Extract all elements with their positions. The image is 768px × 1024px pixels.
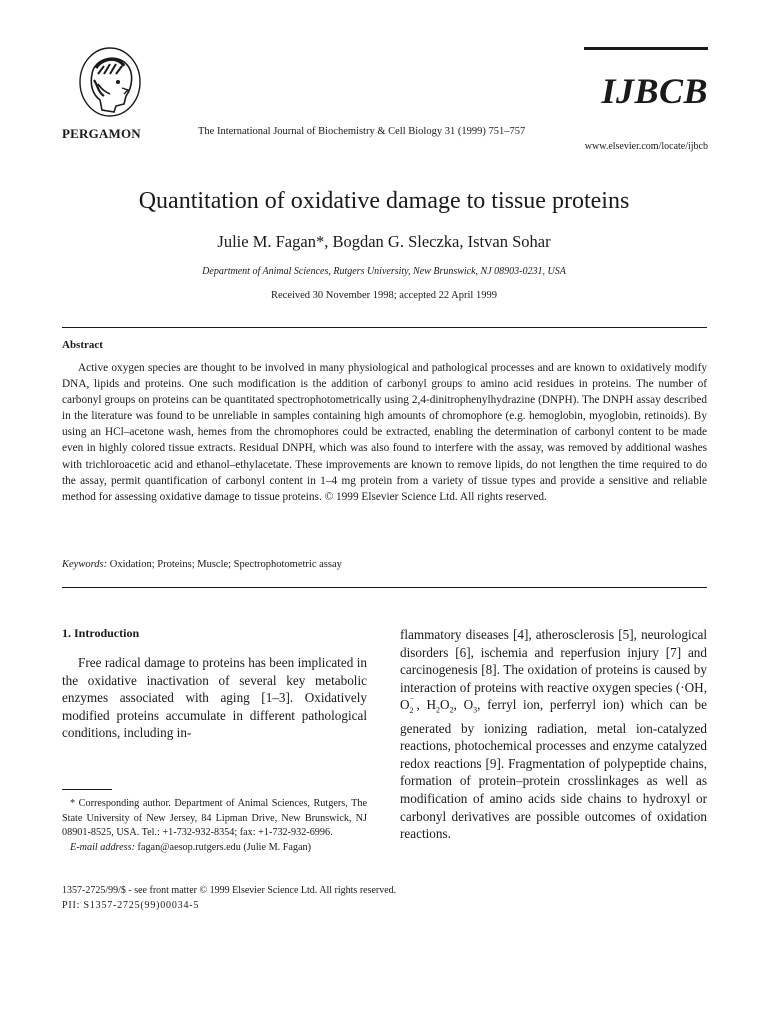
abstract-body: Active oxygen species are thought to be involved in many physiological and pathological processes and are known to oxidatively modify DNA, lipids and proteins. One such modification is the addition of carbonyl groups to amino acid residues in proteins. The number of carbonyl groups on proteins can be quantitated spectrophotometrically using 2,4-dinitrophenylhydrazine (DNPH). The DNPH assay described in the literature was found to be unreliable in samples containing high amounts of chromophore (e.g. hemoglobin, myoglobin, retinoids). By using an HCl–acetone wash, hemes from the chromophores could be extracted, enabling the determination of carbonyl content to be made even in highly colored tissue extracts. Residual DNPH, which was also found to interfere with the assay, was removed by additional washes with trichloroacetic acid and ethanol–ethylacetate. These improvements are known to remove lipids, do not lengthen the time required to do the assay, permit quantification of carbonyl content in 1–4 mg protein from a variety of tissue types and provide a sensitive and reliable method for assessing oxidative damage to tissue proteins. © 1999 Elsevier Science Ltd. All rights reserved. <box>62 362 707 503</box>
h2o2-sub-h: 2 <box>436 706 441 716</box>
intro-paragraph-right: flammatory diseases [4], atherosclerosis [5], neurological disorders [6], ischemia and reperfusion injury [7] and carcinogenesis [8]. The oxidation of proteins is caused by interaction of proteins with reactive oxygen species (·OH, O − 2 , $H_2O_2$, $O_3$, ferryl ion, perferryl ion) which can be generated by ionizing radiation, metal ion-catalyzed reactions, photochemical processes and enzyme catalyzed redox reactions [9]. Fragmentation of polypeptide chains, formation of protein–protein crosslinkages as well as modification of amino acids side chains to hydroxyl or carbonyl derivatives are possible outcomes of oxidation reactions. <box>400 627 707 842</box>
footnote-text: * Corresponding author. Department of Animal Sciences, Rutgers, The State University of New Jersey, 84 Lipman Drive, New Brunswick, NJ 08901-8525, USA. Tel.: +1-732-932-8354; fax: +1-732-932-6996. <box>62 798 367 839</box>
article-authors: Julie M. Fagan*, Bogdan G. Sleczka, Istvan Sohar <box>217 232 551 251</box>
right-column <box>400 626 707 843</box>
intro-text-b: , H <box>416 697 437 713</box>
intro-text-oh: ·OH, O <box>400 679 707 713</box>
section-heading: 1. Introduction <box>62 626 140 640</box>
journal-url[interactable]: www.elsevier.com/locate/ijbcb <box>584 141 708 152</box>
email-value[interactable]: fagan@aesop.rutgers.edu (Julie M. Fagan) <box>135 841 312 853</box>
copyright-block <box>62 883 396 913</box>
pergamon-logo-icon <box>74 44 146 122</box>
corresponding-author-footnote <box>62 797 367 855</box>
keywords <box>62 559 342 570</box>
intro-text-a: flammatory diseases [4], atherosclerosis [5], neurological disorders [6], ischemia and reperfusion injury [7] and carcinogenesis [8]. The oxidation of proteins is caused by interaction of proteins with reactive oxygen species ( <box>400 627 707 695</box>
intro-text-e: , ferryl ion, perferryl ion) which can be generated by ionizing radiation, metal ion-catalyzed reactions, photochemical processes and enzyme catalyzed redox reactions [9]. Fragmentation of polypeptide chains, formation of protein–protein crosslinkages as well as modification of amino acids side chains to hydroxyl or carbonyl derivatives are possible outcomes of oxidation reactions. <box>400 697 707 842</box>
copyright-line: 1357-2725/99/$ - see front matter © 1999 Elsevier Science Ltd. All rights reserved. <box>62 885 397 896</box>
divider-top <box>62 327 707 328</box>
pii-line: PII: S1357-2725(99)00034-5 <box>62 900 200 911</box>
intro-paragraph-left: Free radical damage to proteins has been implicated in the oxidative inactivation of several key metabolic enzymes associated with aging [1–3]. Oxidatively modified proteins accumulate in different pathological conditions, including in- <box>62 655 367 741</box>
header-rule <box>584 47 708 50</box>
left-column <box>62 626 367 742</box>
divider-bottom <box>62 587 707 588</box>
h2o2-sub-o: 2 <box>449 706 454 716</box>
footnote-rule <box>62 789 112 790</box>
keywords-label: Keywords: <box>62 559 108 570</box>
author-affiliation: Department of Animal Sciences, Rutgers University, New Brunswick, NJ 08903-0231, USA <box>202 266 566 277</box>
abstract-heading: Abstract <box>62 339 103 351</box>
publisher-logo <box>74 44 146 122</box>
intro-text-c: O <box>440 697 450 713</box>
keywords-value: Oxidation; Proteins; Muscle; Spectrophotometric assay <box>107 559 342 570</box>
article-title: Quantitation of oxidative damage to tissue proteins <box>138 188 630 214</box>
ozone-sub: 3 <box>473 706 478 716</box>
journal-abbreviation: IJBCB <box>601 71 708 111</box>
email-label: E-mail address: <box>70 841 135 853</box>
received-dates: Received 30 November 1998; accepted 22 April 1999 <box>271 290 497 301</box>
journal-citation: The International Journal of Biochemistry & Cell Biology 31 (1999) 751–757 <box>198 126 526 137</box>
intro-text-d: , O <box>453 697 474 713</box>
publisher-name: PERGAMON <box>62 126 141 141</box>
footnote-email <box>62 841 367 856</box>
